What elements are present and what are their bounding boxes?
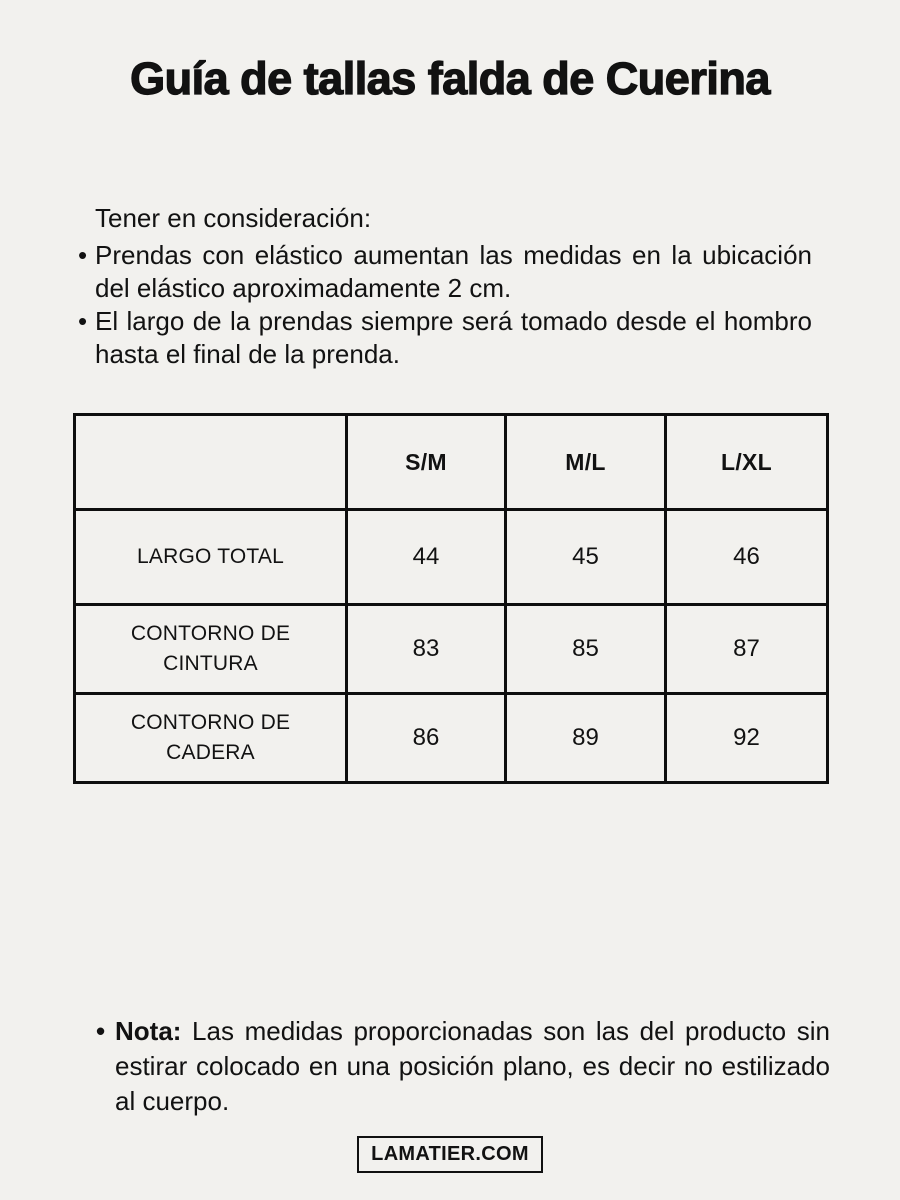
measurement-value: 89 — [506, 694, 666, 783]
size-table — [73, 413, 829, 784]
note-label: Nota: — [115, 1016, 182, 1046]
measurement-label: LARGO TOTAL — [75, 510, 347, 605]
measurement-value: 85 — [506, 605, 666, 694]
considerations-section — [78, 202, 812, 371]
brand-badge: LAMATIER.COM — [357, 1136, 543, 1173]
note-text: Las medidas proporcionadas son las del producto sin estirar colocado en una posición plano, es decir no estilizado al cuerpo. — [115, 1016, 830, 1116]
note-paragraph — [96, 1014, 830, 1119]
considerations-heading: Tener en consideración: — [95, 203, 372, 233]
measurement-value: 46 — [666, 510, 828, 605]
measurement-value: 83 — [347, 605, 506, 694]
size-table-corner-cell — [75, 415, 347, 510]
size-column-header: S/M — [347, 415, 506, 510]
note-section — [96, 1014, 830, 1119]
consideration-item: • El largo de la prendas siempre será tomado desde el hombro hasta el final de la prenda. — [78, 305, 812, 371]
table-row — [75, 605, 828, 694]
table-row — [75, 694, 828, 783]
considerations-list — [78, 239, 812, 371]
measurement-value: 44 — [347, 510, 506, 605]
measurement-label: CONTORNO DE CINTURA — [75, 605, 347, 694]
measurement-label: CONTORNO DE CADERA — [75, 694, 347, 783]
table-row — [75, 510, 828, 605]
measurement-value: 92 — [666, 694, 828, 783]
size-column-header: M/L — [506, 415, 666, 510]
measurement-value: 87 — [666, 605, 828, 694]
measurement-value: 45 — [506, 510, 666, 605]
size-table-header-row — [75, 415, 828, 510]
measurement-value: 86 — [347, 694, 506, 783]
footer — [0, 1136, 900, 1173]
page-title: Guía de tallas falda de Cuerina — [130, 53, 770, 104]
consideration-item: • Prendas con elástico aumentan las medidas en la ubicación del elástico aproximadamente 2 cm. — [78, 239, 812, 305]
size-column-header: L/XL — [666, 415, 828, 510]
